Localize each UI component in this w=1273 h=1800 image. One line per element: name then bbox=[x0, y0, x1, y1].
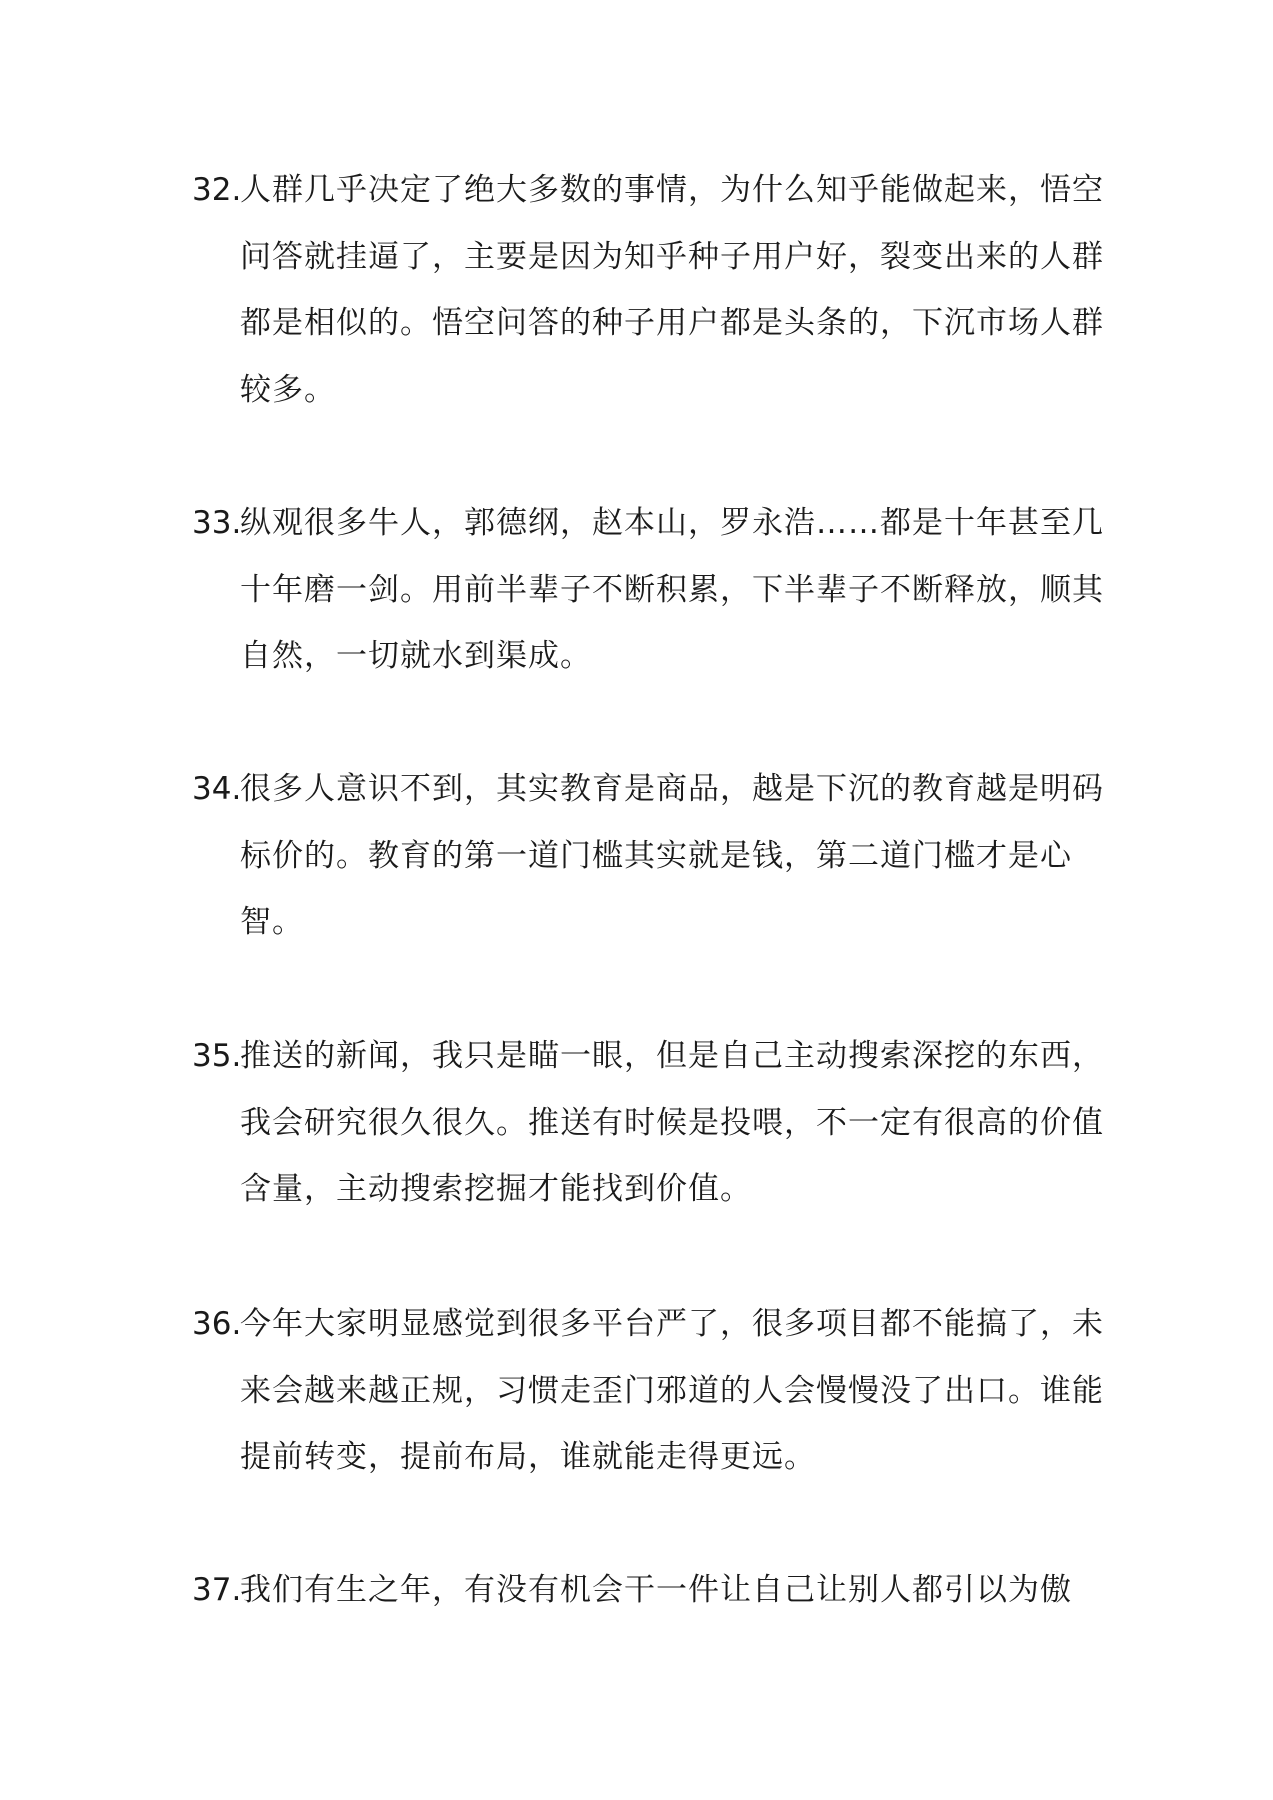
text-line: 自然，一切就水到渠成。 bbox=[240, 638, 592, 674]
item-text bbox=[240, 1291, 1104, 1491]
text-line: 来会越来越正规，习惯走歪门邪道的人会慢慢没了出口。谁能 bbox=[240, 1372, 1104, 1409]
text-line: 较多。 bbox=[240, 371, 336, 408]
text-line: 十年磨一剑。用前半辈子不断积累，下半辈子不断释放，顺其 bbox=[240, 571, 1104, 608]
item-text bbox=[240, 157, 1104, 423]
item-text bbox=[240, 490, 1104, 690]
item-number: 35. bbox=[192, 1038, 242, 1074]
text-line: 纵观很多牛人，郭德纲，赵本山，罗永浩……都是十年甚至几 bbox=[240, 505, 1104, 541]
text-line: 我会研究很久很久。推送有时候是投喂，不一定有很高的价值 bbox=[240, 1104, 1104, 1141]
text-line: 含量，主动搜索挖掘才能找到价值。 bbox=[240, 1171, 752, 1207]
item-number: 34. bbox=[192, 771, 242, 807]
text-line: 推送的新闻，我只是瞄一眼，但是自己主动搜索深挖的东西， bbox=[240, 1038, 1104, 1074]
text-line: 智。 bbox=[240, 904, 304, 940]
text-line: 问答就挂逼了，主要是因为知乎种子用户好，裂变出来的人群 bbox=[240, 238, 1104, 275]
item-number: 33. bbox=[192, 505, 242, 541]
text-line: 今年大家明显感觉到很多平台严了，很多项目都不能搞了，未 bbox=[240, 1306, 1104, 1342]
text-line: 很多人意识不到，其实教育是商品，越是下沉的教育越是明码 bbox=[240, 771, 1104, 807]
item-number: 37. bbox=[192, 1572, 242, 1608]
text-line: 人群几乎决定了绝大多数的事情，为什么知乎能做起来，悟空 bbox=[240, 172, 1104, 208]
item-text bbox=[240, 756, 1104, 956]
text-line: 提前转变，提前布局，谁就能走得更远。 bbox=[240, 1439, 816, 1475]
text-line: 我们有生之年，有没有机会干一件让自己让别人都引以为傲 bbox=[240, 1572, 1072, 1608]
text-line: 都是相似的。悟空问答的种子用户都是头条的，下沉市场人群 bbox=[240, 305, 1104, 341]
item-number: 32. bbox=[192, 172, 242, 208]
text-line: 标价的。教育的第一道门槛其实就是钱，第二道门槛才是心 bbox=[240, 837, 1072, 874]
item-text bbox=[240, 1023, 1104, 1223]
item-text bbox=[240, 1557, 1090, 1624]
item-number: 36. bbox=[192, 1306, 242, 1342]
